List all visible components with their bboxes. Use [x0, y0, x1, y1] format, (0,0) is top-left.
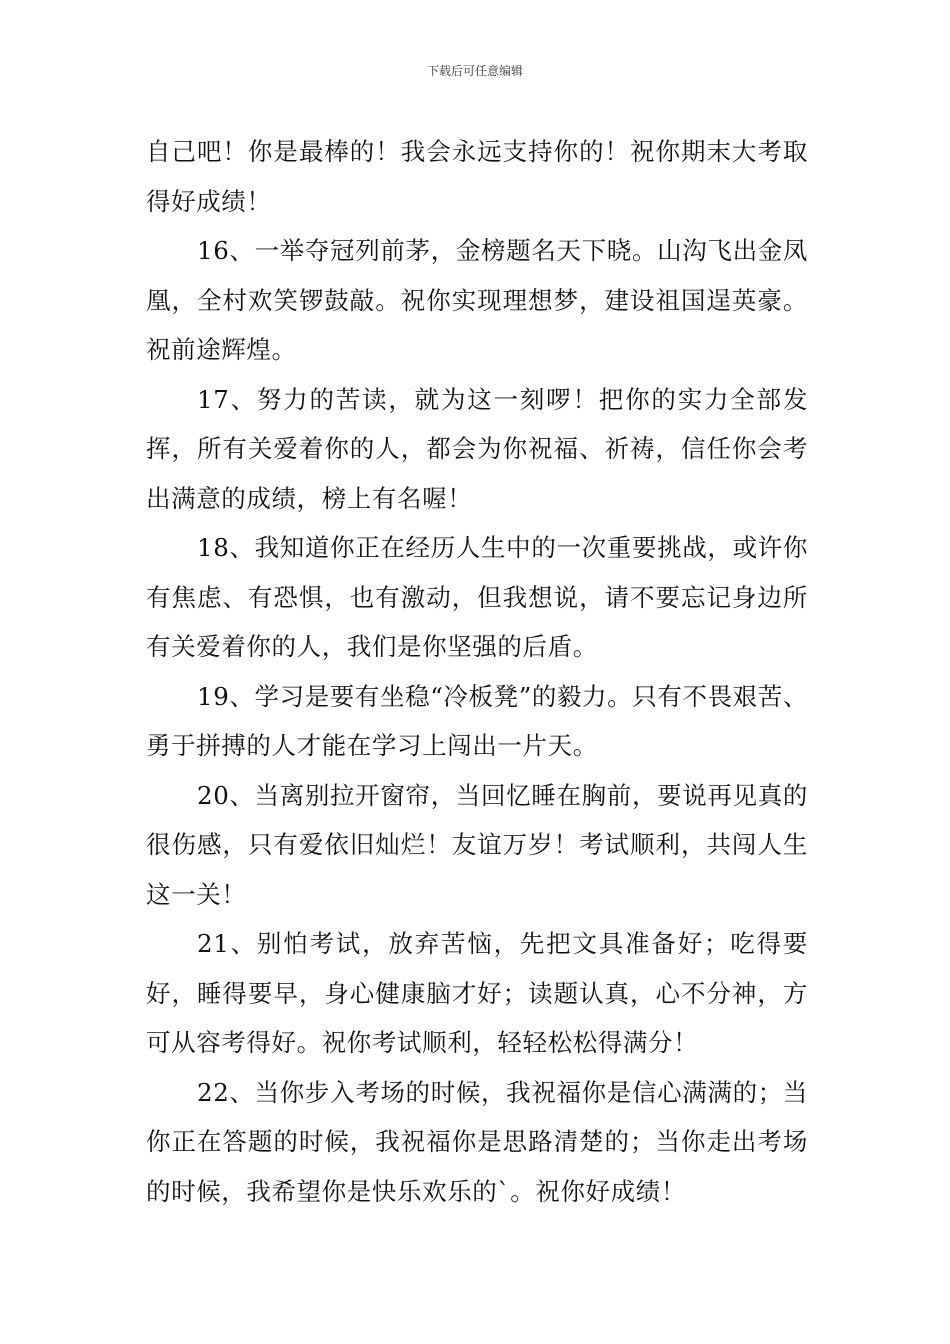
paragraph-22: 22、当你步入考场的时候，我祝福你是信心满满的；当你正在答题的时候，我祝福你是思路清楚的；当你走出考场的时候，我希望你是快乐欢乐的`。祝你好成绩！: [146, 1077, 808, 1206]
document-body: [146, 127, 808, 1216]
paragraph-21: 21、别怕考试，放弃苦恼，先把文具准备好；吃得要好，睡得要早，身心健康脑才好；读题认真，心不分神，方可从容考得好。祝你考试顺利，轻轻松松得满分！: [146, 929, 808, 1057]
paragraph-20: 20、当离别拉开窗帘，当回忆睡在胸前，要说再见真的很伤感，只有爱依旧灿烂！友谊万岁！考试顺利，共闯人生这一关！: [146, 780, 808, 909]
page-header: 下载后可任意编辑: [426, 64, 523, 78]
paragraph-19: 19、学习是要有坐稳“冷板凳”的毅力。只有不畏艰苦、勇于拼搏的人才能在学习上闯出一片天。: [146, 681, 808, 760]
paragraph-17: 17、努力的苦读，就为这一刻啰！把你的实力全部发挥，所有关爱着你的人，都会为你祝福、祈祷，信任你会考出满意的成绩，榜上有名喔！: [146, 384, 808, 513]
paragraph-18: 18、我知道你正在经历人生中的一次重要挑战，或许你有焦虑、有恐惧，也有激动，但我想说，请不要忘记身边所有关爱着你的人，我们是你坚强的后盾。: [146, 533, 808, 661]
paragraph-16: 16、一举夺冠列前茅，金榜题名天下晓。山沟飞出金凤凰，全村欢笑锣鼓敲。祝你实现理想梦，建设祖国逞英豪。祝前途辉煌。: [146, 236, 808, 364]
paragraph-continuation: 自己吧！你是最棒的！我会永远支持你的！祝你期末大考取得好成绩！: [146, 137, 808, 216]
